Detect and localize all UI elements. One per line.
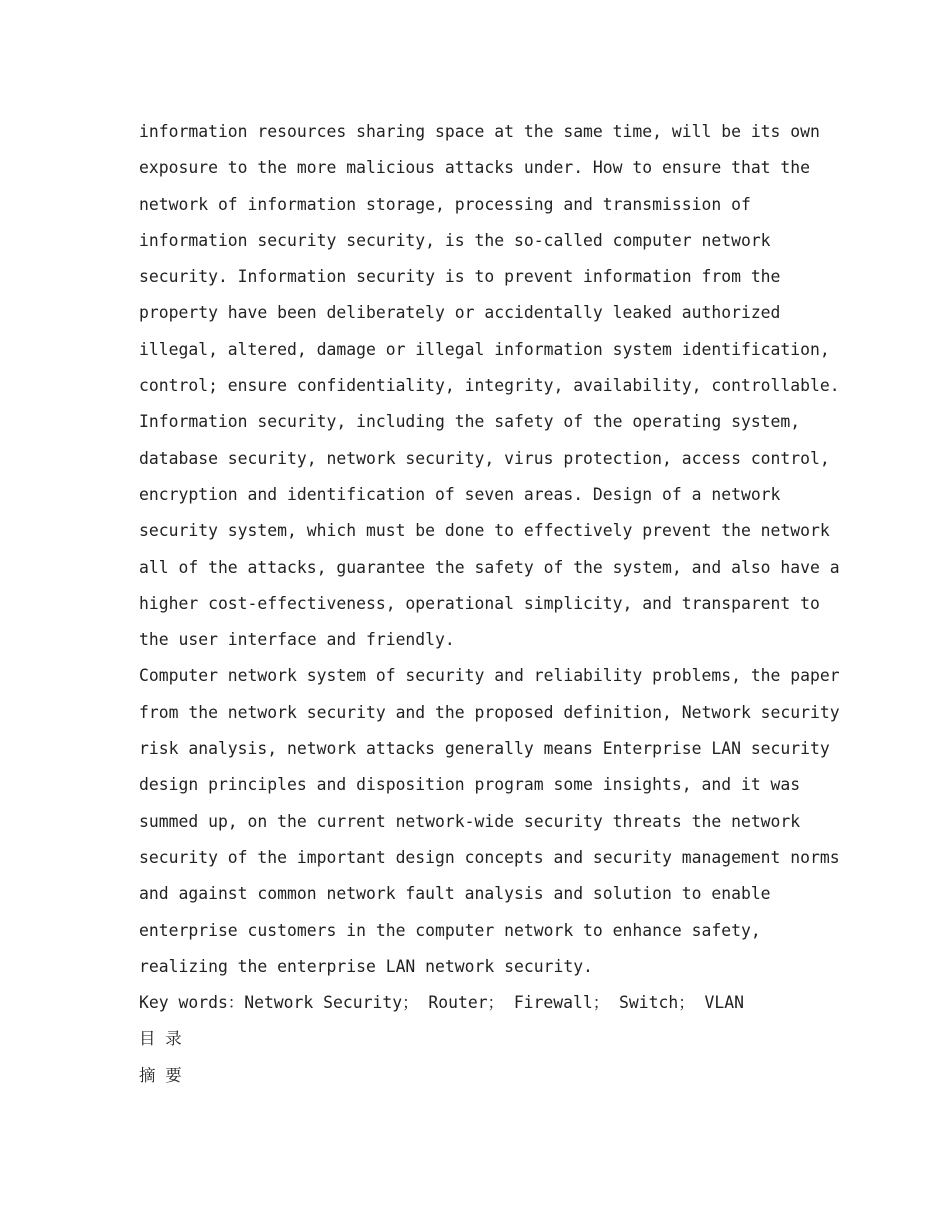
text-line: exposure to the more malicious attacks under. How to ensure that the: [139, 158, 811, 178]
abstract-paragraph-2: [139, 658, 840, 985]
text-line: control; ensure confidentiality, integrity, availability, controllable.: [139, 376, 840, 396]
document-body: [139, 114, 840, 1094]
text-line: Computer network system of security and reliability problems, the paper: [139, 666, 840, 686]
text-line: network of information storage, processing and transmission of: [139, 194, 751, 214]
toc-entry-abstract: 摘 要: [139, 1065, 182, 1085]
toc-heading: 目 录: [139, 1029, 182, 1049]
text-line: higher cost-effectiveness, operational simplicity, and transparent to: [139, 593, 820, 613]
text-line: risk analysis, network attacks generally means Enterprise LAN security: [139, 739, 830, 759]
text-line: Information security, including the safety of the operating system,: [139, 412, 801, 432]
abstract-paragraph-1: [139, 114, 840, 658]
text-line: property have been deliberately or accidentally leaked authorized: [139, 303, 781, 323]
text-line: enterprise customers in the computer network to enhance safety,: [139, 920, 761, 940]
text-line: database security, network security, virus protection, access control,: [139, 448, 830, 468]
text-line: from the network security and the proposed definition, Network security: [139, 702, 840, 722]
text-line: the user interface and friendly.: [139, 630, 455, 650]
text-line: all of the attacks, guarantee the safety of the system, and also have a: [139, 557, 840, 577]
text-line: summed up, on the current network-wide security threats the network: [139, 811, 801, 831]
text-line: security system, which must be done to effectively prevent the network: [139, 521, 830, 541]
text-line: illegal, altered, damage or illegal information system identification,: [139, 339, 830, 359]
text-line: security. Information security is to prevent information from the: [139, 267, 781, 287]
text-line: information security security, is the so-called computer network: [139, 230, 771, 250]
text-line: and against common network fault analysis and solution to enable: [139, 884, 771, 904]
text-line: design principles and disposition program some insights, and it was: [139, 775, 801, 795]
keywords-line: Key words：Network Security； Router； Firewall； Switch； VLAN: [139, 993, 744, 1013]
text-line: encryption and identification of seven areas. Design of a network: [139, 484, 781, 504]
text-line: security of the important design concepts and security management norms: [139, 847, 840, 867]
text-line: realizing the enterprise LAN network security.: [139, 956, 593, 976]
text-line: information resources sharing space at the same time, will be its own: [139, 122, 820, 141]
